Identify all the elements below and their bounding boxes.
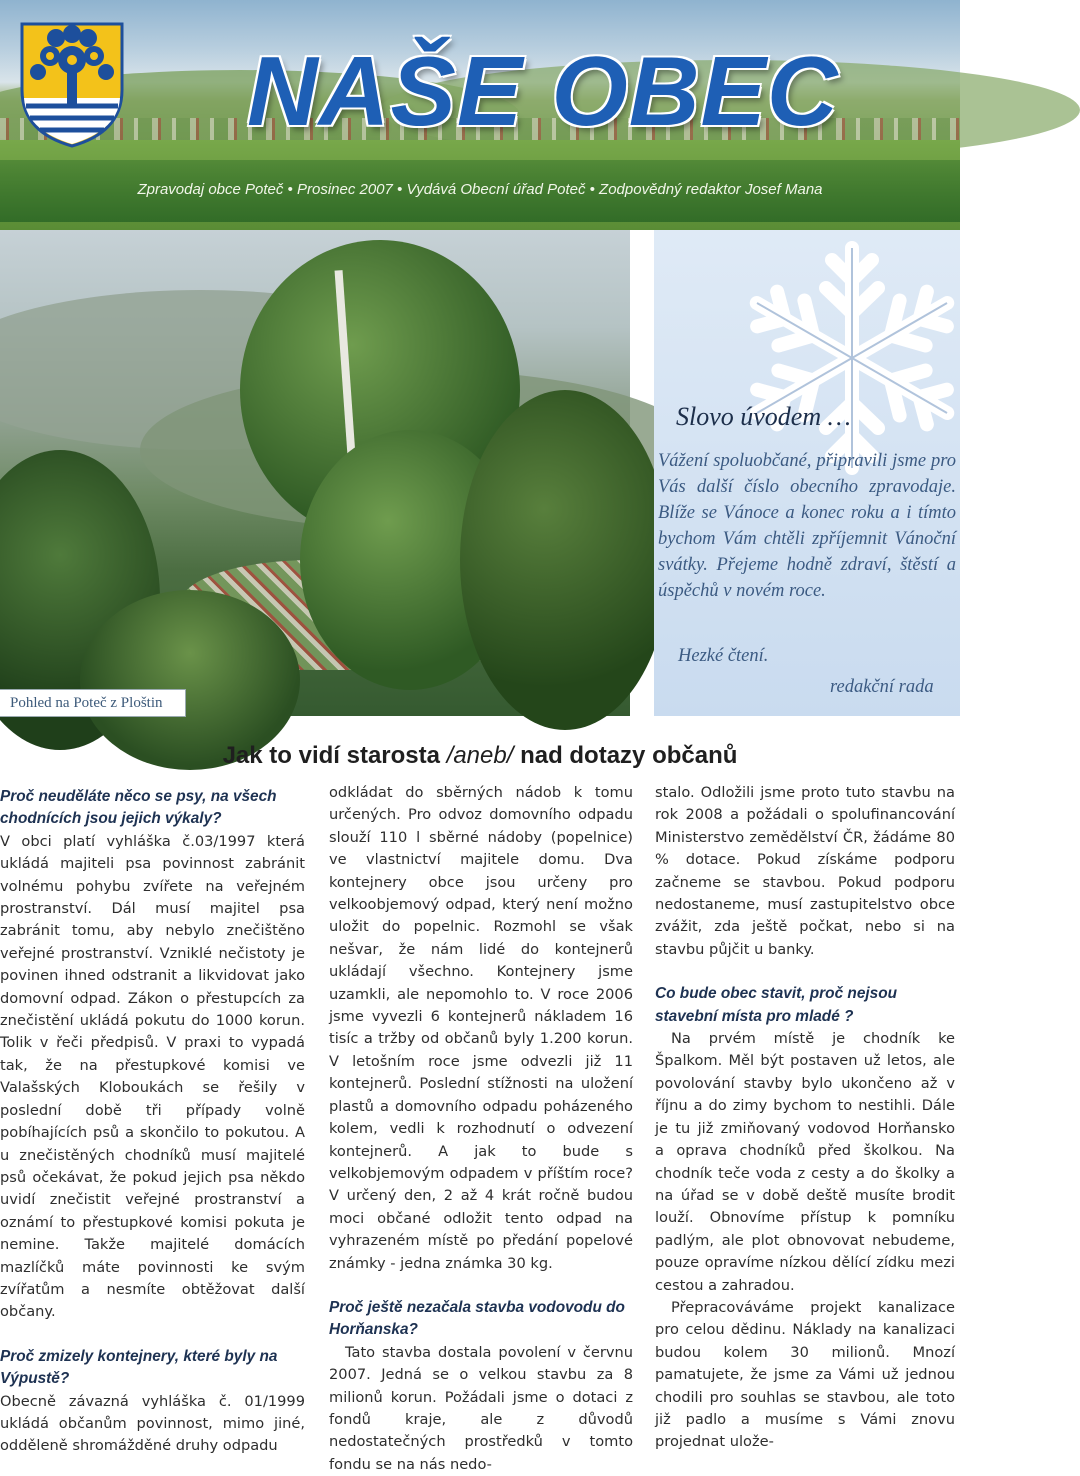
hero-photo [0, 230, 630, 716]
answer-paragraph: odkládat do sběrných nádob k tomu určených. Pro odvoz domovního odpadu slouží 110 l sběrné nádoby (popelnice) ve vlastnictví majitele domu. Dva kontejnery obce jsou určeny pro velkoobjemový odpad, který není možno uložit do popelnic. Rozmohl se však nešvar, že nám lidé do kontejnerů ukládají všechno. Kontejnery jsme uzamkli, ale nepomohlo to. V roce 2006 jsme vyvezli 6 kontejnerů nákladem 16 tisíc a tržby od občanů byly 1.200 korun. V letošním roce jsme odvezli již 11 kontejnerů. Poslední stížnosti na uložení plastů a domovního odpadu poházeného kolem, vedli k rozhodnutí o odvezení kontejnerů. A jak to bude s velkobjemovým odpadem v příštím roce? V určený den, 2 až 4 krát ročně budou moci občané odložit tento odpad na vyhrazeném místě po předání popelové známky - jedna známka 30 kg. [329, 784, 633, 1272]
question-heading: Proč ještě nezačala stavba vodovodu do Horňanska? [329, 1298, 625, 1339]
header-banner [0, 0, 960, 228]
intro-text: Vážení spoluobčané, připravili jsme pro Vás další číslo obecního zpravodaje. Blíže se Vánoce a konec roku a i tímto bychom Vám chtěli zpříjemnit Vánoční svátky. Přejeme hodně zdraví, štěstí a úspěchů v novém roce. [658, 451, 956, 601]
answer-paragraph: stalo. Odložili jsme proto tuto stavbu na rok 2008 a požádali o spolufinancování Ministerstvo zemědělství ČR, žádáme 80 % dotace. Pokud získáme podporu začneme se stavbou. Pokud podporu nedostaneme, musí zastupitelstvo obce zvážit, zda ještě počkat, nebo si na stavbu půjčit u banky. [655, 784, 955, 958]
question-heading: Proč zmizely kontejnery, které byly na Výpustě? [0, 1347, 278, 1388]
answer-paragraph: Obecně závazná vyhláška č. 01/1999 ukládá občanům povinnost, mimo jiné, odděleně shromážděné druhy odpadu [0, 1392, 305, 1455]
answer-paragraph: Tato stavba dostala povolení v červnu 2007. Jedná se o velkou stavbu za 8 milionů korun. Požádali jsme o dotaci z fondů kraje, ale z důvodů nedostatečných prostředků v tomto fondu se na nás nedo- [329, 1343, 633, 1473]
headline-aside: /aneb/ [446, 742, 514, 769]
question-heading: Co bude obec stavit, proč nejsou stavební místa pro mladé ? [655, 985, 898, 1025]
snowflake-icon [732, 238, 972, 478]
photo-tree [460, 390, 670, 730]
headline-end: nad dotazy občanů [520, 742, 738, 769]
photo-caption: Pohled na Poteč z Ploštin [0, 689, 186, 717]
masthead-title: NAŠE OBEC [247, 36, 839, 146]
paragraph-gap [0, 1324, 305, 1346]
masthead-subline: Zpravodaj obce Poteč • Prosinec 2007 • Vydává Obecní úřad Poteč • Zodpovědný redaktor Josef Mana [137, 181, 823, 198]
answer-paragraph: V obci platí vyhláška č.03/1997 která ukládá majiteli psa povinnost zabránit volnému pohybu zvířete na veřejném prostranství. Dál musí majitel psa zabránit tomu, aby nebylo znečištěno veřejné prostranství. Vzniklé nečistoty je povinen ihned odstranit a likvidovat jako domovní odpad. Zákon o přestupcích za znečistění ukládá pokutu do 1000 korun. Tolik v řeči předpisů. V praxi to vypadá tak, že na přestupkové komisi ve Valašských Kloboukách se řešily v poslední době tři případy volně pobíhajících psů a skončilo to pokutou. A u znečistěných chodníků musí majitelé psů očekávat, že pokud jejich psa někdo uvidí znečistit veřejné prostranství a oznámí to přestupkové komisi pokuta je nemine. Takže majitelé domácích mazlíčků máte povinnosti ke svým zvířatům a nesmíte obtěžovat další občany. [0, 832, 305, 1321]
headline-main: Jak to vidí starosta [222, 742, 440, 769]
intro-title: Slovo úvodem … [676, 402, 851, 431]
paragraph-gap [655, 961, 955, 983]
answer-paragraph: Na prvém místě je chodník ke Špalkom. Měl být postaven už letos, ale povolování stavby bylo ukončeno až v říjnu a do zimy bychom to nestihli. Dále je tu již zmiňovaný vodovod Horňansko a oprava chodníků před školkou. Na chodník teče voda z cesty a do školky a na úřad se v době deště musíte brodit louží. Obnovíme přístup k pomníku padlým, ale plot obnovovat nebudeme, pouze opravíme nízkou dělící zídku mezi cestou a zahradou. [655, 1030, 955, 1294]
section-headline [0, 740, 960, 772]
question-heading: Proč neuděláte něco se psy, na všech chodnících jsou jejich výkaly? [0, 788, 277, 828]
intro-signature: redakční rada [830, 677, 934, 697]
municipal-crest-tree-icon [16, 20, 128, 150]
article-column-2 [329, 782, 633, 1473]
intro-box [654, 230, 960, 716]
intro-greeting: Hezké čtení. [678, 646, 769, 666]
answer-paragraph: Přepracováváme projekt kanalizace pro celou dědinu. Náklady na kanalizaci budou kolem 30 milionů. Mnozí pamatujete, že jsme za Vámi už jednou chodili pro souhlas se stavbou, ale toto již padlo a musíme s Vámi znovu projednat ulože- [655, 1298, 955, 1451]
article-column-1 [0, 786, 305, 1455]
article-column-3 [655, 782, 955, 1451]
paragraph-gap [329, 1275, 633, 1297]
